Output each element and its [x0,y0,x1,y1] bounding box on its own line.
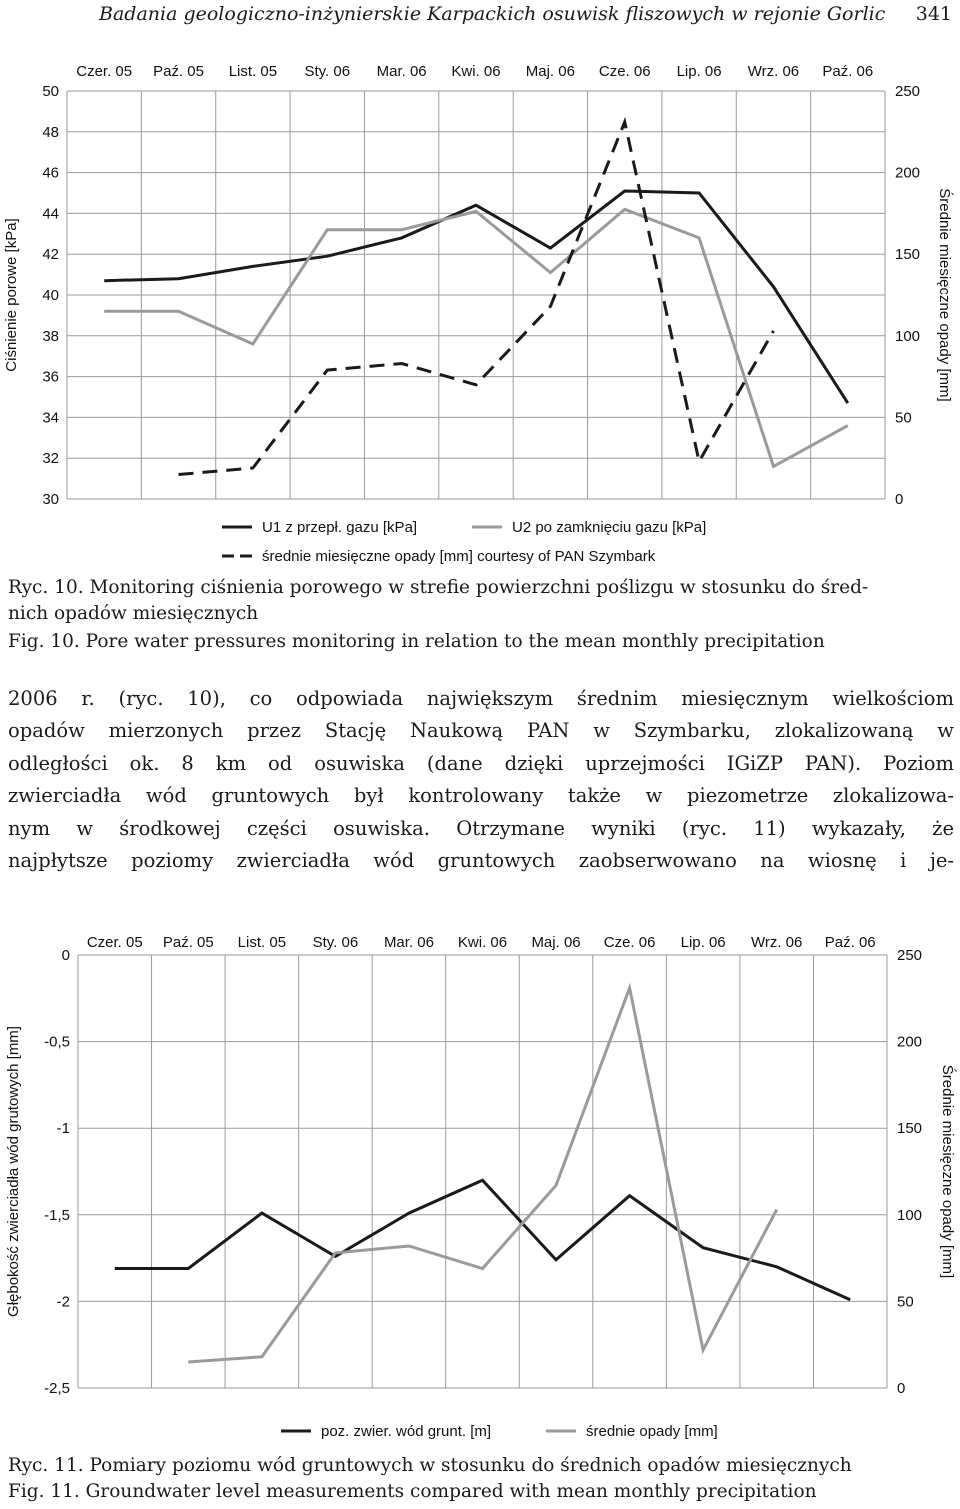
y-tick-label: 44 [42,205,59,223]
page-number: 341 [915,3,952,25]
category-label: Kwi. 06 [457,934,508,951]
category-label: Mar. 06 [376,63,427,80]
category-label: List. 05 [237,934,287,951]
y-tick-label: 30 [42,491,59,508]
y2-tick-label: 250 [897,947,923,964]
legend-label: średnie opady [mm] [586,1423,718,1440]
y2-axis-title: Średnie miesięczne opady [mm] [936,188,953,402]
figure-10-chart [0,0,960,575]
category-label: Maj. 06 [531,934,581,951]
y-tick-label: 50 [42,83,59,100]
category-label: Sty. 06 [312,934,359,951]
body-line: 2006 r. (ryc. 10), co odpowiada największym średnim miesięcznym wielkościom [8,687,954,710]
category-label: Sty. 06 [304,63,351,80]
series-line-3 [179,122,774,475]
category-label: Paź. 06 [824,934,876,951]
y2-tick-label: 0 [895,491,904,508]
category-label: Czer. 05 [86,934,143,951]
category-label: Paź. 06 [822,63,874,80]
figure-10-caption-en: Fig. 10. Pore water pressures monitoring in relation to the mean monthly precipitation [8,631,825,652]
category-label: Maj. 06 [525,63,575,80]
figure-11-caption-en: Fig. 11. Groundwater level measurements compared with mean monthly precipitation [8,1481,817,1502]
y-tick-label: 32 [42,450,59,468]
y-tick-label: 0 [61,947,70,964]
y2-axis-title: Średnie miesięczne opady [mm] [939,1064,956,1279]
legend-label: poz. zwier. wód grunt. [m] [321,1423,492,1440]
y-tick-label: 40 [42,287,59,304]
series-line-2 [188,988,776,1362]
body-line: odległości ok. 8 km od osuwiska (dane dzięki uprzejmości IGiZP PAN). Poziom [8,751,954,775]
body-paragraph [8,683,954,877]
figure-11-caption-pl: Ryc. 11. Pomiary poziomu wód gruntowych w stosunku do średnich opadów miesięcznych [8,1455,852,1476]
body-line: opadów mierzonych przez Stację Naukową PAN w Szymbarku, zlokalizowaną w [8,719,954,743]
legend-label: U2 po zamknięciu gazu [kPa] [512,519,707,536]
y-tick-label: 48 [42,123,59,141]
y-axis-title: Głębokość zwierciadła wód grutowych [mm] [5,1026,22,1317]
y-tick-label: -1 [56,1120,70,1138]
body-line: nym w środkowej części osuwiska. Otrzymane wyniki (ryc. 11) wykazały, że [8,816,954,840]
category-label: Lip. 06 [676,63,722,80]
category-label: List. 05 [228,63,278,80]
y2-tick-label: 0 [897,1380,906,1397]
y-tick-label: 36 [42,368,59,386]
y2-tick-label: 200 [895,164,921,182]
y-tick-label: -2 [56,1293,70,1311]
y2-tick-label: 50 [897,1293,914,1311]
body-line: najpłytsze poziomy zwierciadła wód gruntowych zaobserwowano na wiosnę i je- [8,849,954,873]
figure-10-caption [8,575,953,655]
legend-label: średnie miesięczne opady [mm] courtesy of PAN Szymbark [262,548,656,565]
y2-tick-label: 150 [897,1120,923,1138]
y-tick-label: 46 [42,164,59,182]
y2-tick-label: 100 [895,327,921,345]
category-label: Mar. 06 [383,934,434,951]
body-line: zwierciadła wód gruntowych był kontrolowany także w piezometrze zlokalizowa- [8,784,954,808]
category-label: Cze. 06 [603,934,656,951]
y2-tick-label: 250 [895,83,921,100]
y2-tick-label: 200 [897,1033,923,1051]
y-tick-label: 34 [42,409,59,427]
y2-tick-label: 50 [895,409,912,427]
figure-11-chart [0,925,960,1445]
legend-label: U1 z przepł. gazu [kPa] [262,519,418,536]
category-label: Paź. 05 [153,63,204,80]
y-tick-label: -0,5 [44,1033,70,1051]
y-axis-title: Ciśnienie porowe [kPa] [3,218,20,372]
y-tick-label: 42 [42,246,59,264]
figure-10-caption-pl-line1: Ryc. 10. Monitoring ciśnienia porowego w strefie powierzchni poślizgu w stosunku do śred- [8,577,869,598]
category-label: Paź. 05 [162,934,214,951]
category-label: Wrz. 06 [747,63,800,80]
category-label: Kwi. 06 [451,63,501,80]
y2-tick-label: 100 [897,1206,923,1224]
category-label: Czer. 05 [76,63,133,80]
y2-tick-label: 150 [895,246,921,264]
y-tick-label: 38 [42,327,59,345]
y-tick-label: -1,5 [44,1206,70,1224]
category-label: Cze. 06 [598,63,651,80]
figure-10-caption-pl-line2: nich opadów miesięcznych [8,603,259,624]
category-label: Wrz. 06 [750,934,803,951]
figure-11-caption [8,1453,953,1505]
category-label: Lip. 06 [680,934,726,951]
y-tick-label: -2,5 [44,1380,70,1397]
running-head-title: Badania geologiczno-inżynierskie Karpackich osuwisk fliszowych w rejonie Gorlic [99,3,886,25]
